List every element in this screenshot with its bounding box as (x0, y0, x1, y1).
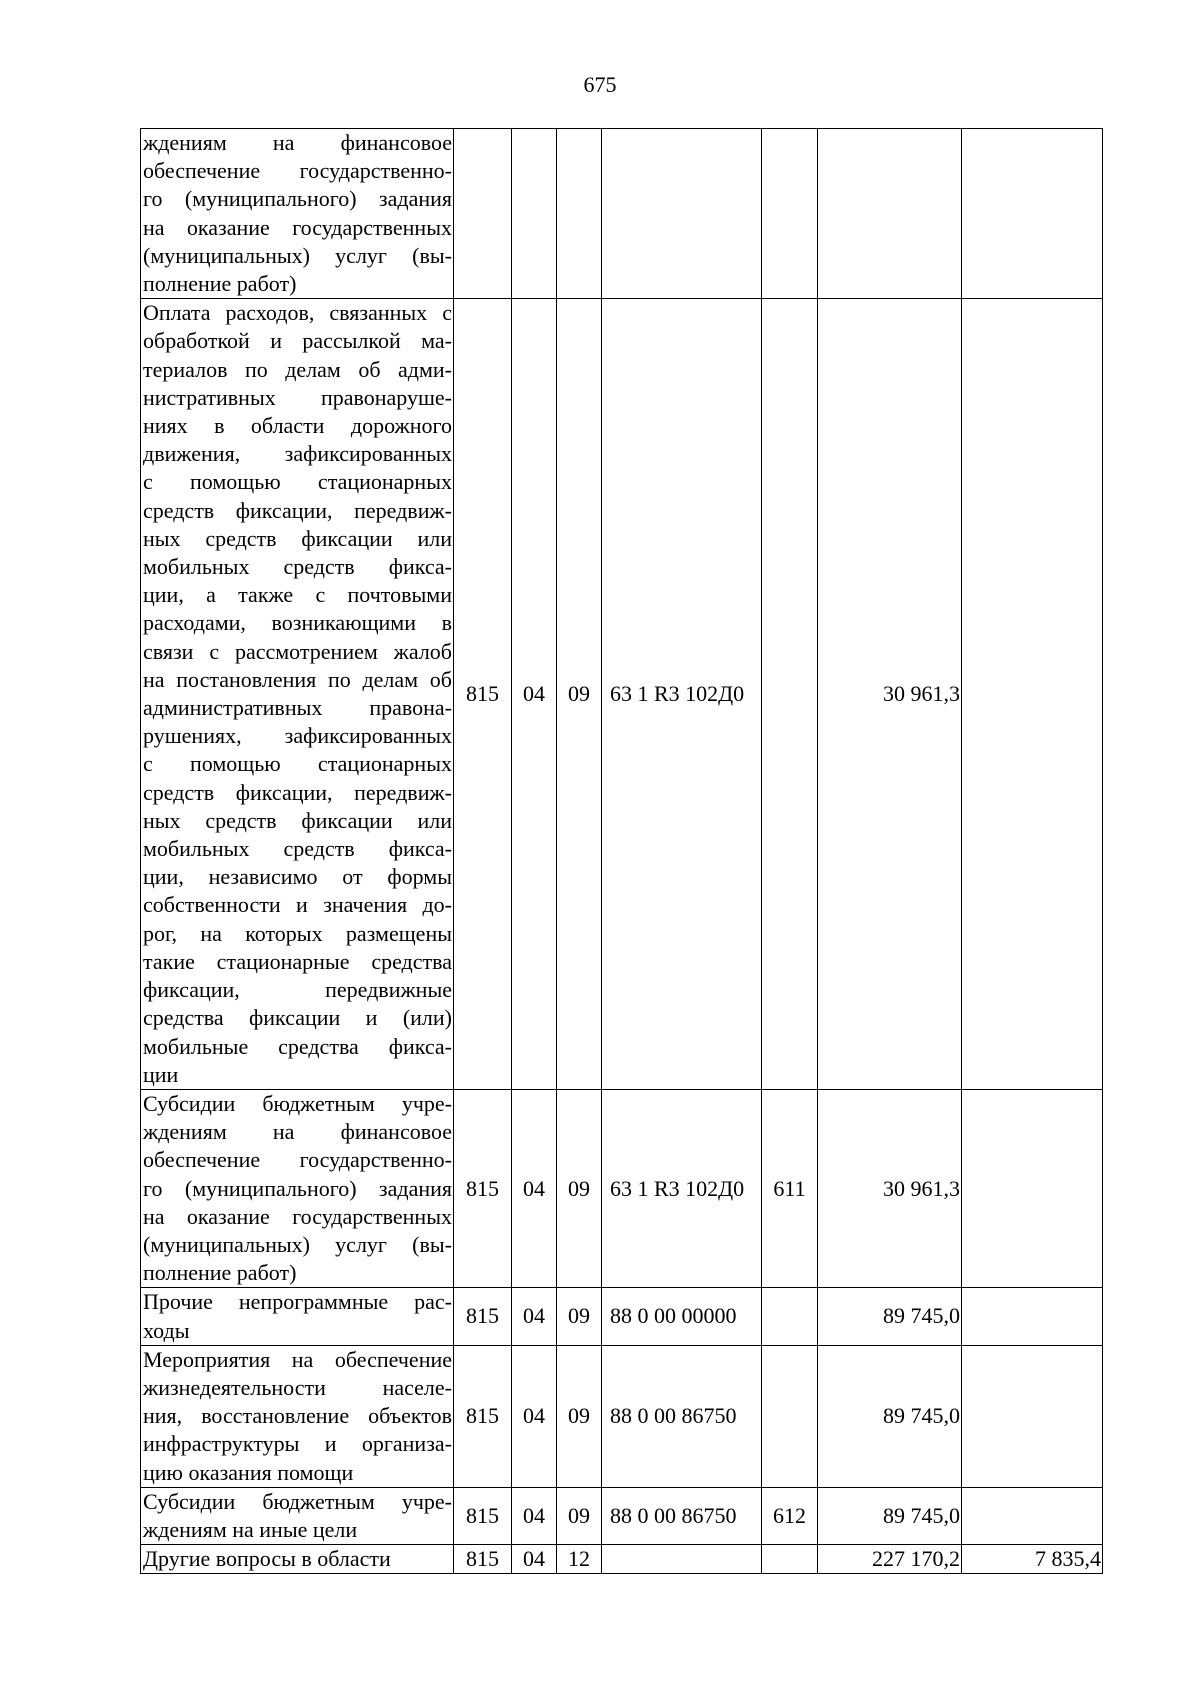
description-line: на постановления по делам об (143, 666, 452, 692)
amount-cell: 89 745,0 (818, 1487, 962, 1544)
amount-cell: 30 961,3 (818, 299, 962, 1090)
description-line: ниях в области дорожного (143, 413, 452, 439)
description-line: териалов по делам об адми- (143, 356, 452, 382)
description-line: го (муниципального) задания (143, 1175, 452, 1201)
amount-cell: 227 170,2 (818, 1545, 962, 1574)
amount-cell: 89 745,0 (818, 1345, 962, 1487)
subsection-cell (557, 129, 602, 299)
description-line: (муниципальных) услуг (вы- (143, 242, 452, 268)
target-article-cell: 63 1 R3 102Д0 (602, 1089, 762, 1287)
section-cell: 04 (512, 1345, 557, 1487)
description-line: мобильных средств фикса- (143, 554, 452, 580)
ved-cell: 815 (454, 1487, 512, 1544)
amount-cell: 30 961,3 (818, 1089, 962, 1287)
description-cell (141, 1345, 454, 1487)
section-cell: 04 (512, 1288, 557, 1345)
subsection-cell: 12 (557, 1545, 602, 1574)
description-line: инфраструктуры и организа- (143, 1431, 452, 1457)
expense-type-cell (762, 129, 818, 299)
amount-cell: 89 745,0 (818, 1288, 962, 1345)
description-line: рушениях, зафиксированных (143, 723, 452, 749)
table-row (141, 299, 1103, 1090)
description-line: средства фиксации и (или) (143, 1005, 452, 1031)
target-article-cell: 88 0 00 86750 (602, 1487, 762, 1544)
table-row (141, 1487, 1103, 1544)
ved-cell (454, 129, 512, 299)
expense-type-cell (762, 1545, 818, 1574)
description-line: обеспечение государственно- (143, 158, 452, 184)
section-cell: 04 (512, 1545, 557, 1574)
table-row (141, 1089, 1103, 1287)
page-number: 675 (583, 72, 617, 97)
budget-table (140, 128, 1103, 1574)
amount-2-cell (962, 1288, 1103, 1345)
amount-2-cell (962, 1345, 1103, 1487)
target-article-cell (602, 1545, 762, 1574)
description-line: фиксации, передвижные (143, 977, 452, 1003)
description-line: с помощью стационарных (143, 469, 452, 495)
subsection-cell: 09 (557, 1487, 602, 1544)
table-row (141, 1545, 1103, 1574)
section-cell: 04 (512, 1487, 557, 1544)
section-cell: 04 (512, 299, 557, 1090)
table-row (141, 1288, 1103, 1345)
description-line: Оплата расходов, связанных с (143, 300, 452, 326)
table-row (141, 129, 1103, 299)
description-line: ции, а также с почтовыми (143, 582, 452, 608)
expense-type-cell: 612 (762, 1487, 818, 1544)
description-line: ции, независимо от формы (143, 864, 452, 890)
description-line: связи с рассмотрением жалоб (143, 638, 452, 664)
target-article-cell (602, 129, 762, 299)
subsection-cell: 09 (557, 299, 602, 1090)
description-line: Прочие непрограммные рас- (143, 1289, 452, 1315)
description-line: такие стационарные средства (143, 948, 452, 974)
description-line: ждениям на финансовое (143, 130, 452, 155)
expense-type-cell (762, 1345, 818, 1487)
ved-cell: 815 (454, 1288, 512, 1345)
amount-2-cell (962, 129, 1103, 299)
description-line: мобильных средств фикса- (143, 836, 452, 862)
description-line: обеспечение государственно- (143, 1147, 452, 1173)
description-line: ных средств фиксации или (143, 525, 452, 551)
description-cell (141, 1545, 454, 1574)
ved-cell: 815 (454, 299, 512, 1090)
ved-cell: 815 (454, 1545, 512, 1574)
expense-type-cell (762, 1288, 818, 1345)
table-body (141, 129, 1103, 1574)
description-line: полнение работ) (143, 1260, 297, 1286)
section-cell: 04 (512, 1089, 557, 1287)
description-line: ции (143, 1061, 179, 1087)
description-line: Мероприятия на обеспечение (143, 1346, 452, 1372)
description-line: ждениям на финансовое (143, 1119, 452, 1145)
expense-type-cell (762, 299, 818, 1090)
description-line: ния, восстановление объектов (143, 1403, 452, 1429)
description-line: с помощью стационарных (143, 751, 452, 777)
ved-cell: 815 (454, 1089, 512, 1287)
description-line: на оказание государственных (143, 1203, 452, 1229)
description-cell (141, 1487, 454, 1544)
description-line: го (муниципального) задания (143, 186, 452, 212)
description-line: ждениям на иные цели (143, 1516, 358, 1542)
description-line: средств фиксации, передвиж- (143, 779, 452, 805)
description-line: средств фиксации, передвиж- (143, 497, 452, 523)
description-line: цию оказания помощи (143, 1459, 354, 1485)
subsection-cell: 09 (557, 1345, 602, 1487)
target-article-cell: 88 0 00 00000 (602, 1288, 762, 1345)
target-article-cell: 63 1 R3 102Д0 (602, 299, 762, 1090)
description-line: мобильные средства фикса- (143, 1033, 452, 1059)
description-cell (141, 1288, 454, 1345)
amount-2-cell (962, 1089, 1103, 1287)
description-cell (141, 129, 454, 299)
description-line: нистративных правонаруше- (143, 384, 452, 410)
description-line: Другие вопросы в области (143, 1546, 391, 1572)
amount-cell (818, 129, 962, 299)
description-line: на оказание государственных (143, 214, 452, 240)
description-line: расходами, возникающими в (143, 610, 452, 636)
subsection-cell: 09 (557, 1089, 602, 1287)
description-line: жизнедеятельности населе- (143, 1374, 452, 1400)
section-cell (512, 129, 557, 299)
description-line: (муниципальных) услуг (вы- (143, 1231, 452, 1257)
ved-cell: 815 (454, 1345, 512, 1487)
description-line: административных правона- (143, 695, 452, 721)
description-cell (141, 1089, 454, 1287)
description-line: собственности и значения до- (143, 892, 452, 918)
amount-2-cell (962, 299, 1103, 1090)
description-cell (141, 299, 454, 1090)
description-line: Субсидии бюджетным учре- (143, 1090, 452, 1116)
table-row (141, 1345, 1103, 1487)
amount-2-cell: 7 835,4 (962, 1545, 1103, 1574)
description-line: Субсидии бюджетным учре- (143, 1488, 452, 1514)
amount-2-cell (962, 1487, 1103, 1544)
description-line: полнение работ) (143, 271, 297, 297)
description-line: обработкой и рассылкой ма- (143, 328, 452, 354)
description-line: рог, на которых размещены (143, 920, 452, 946)
description-line: ных средств фиксации или (143, 807, 452, 833)
expense-type-cell: 611 (762, 1089, 818, 1287)
description-line: ходы (143, 1317, 190, 1343)
description-line: движения, зафиксированных (143, 441, 452, 467)
target-article-cell: 88 0 00 86750 (602, 1345, 762, 1487)
subsection-cell: 09 (557, 1288, 602, 1345)
